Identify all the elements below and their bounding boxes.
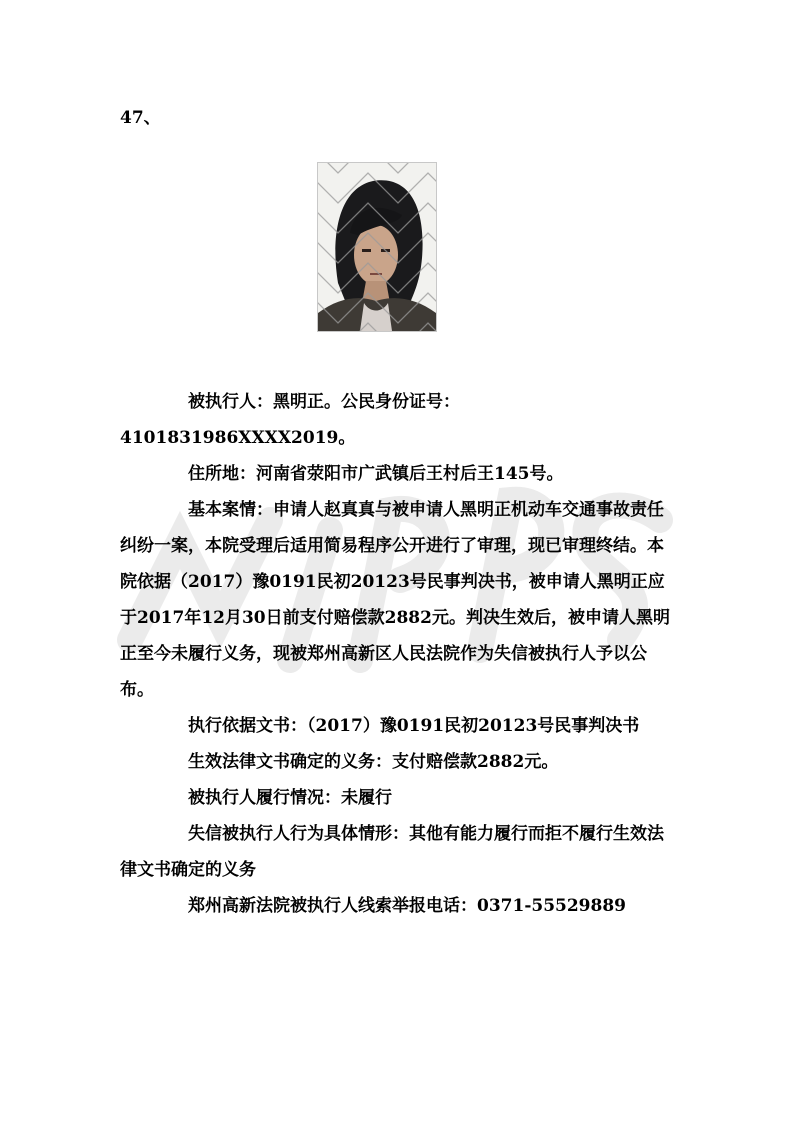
hotline-paragraph: 郑州高新法院被执行人线索举报电话：0371-55529889	[188, 896, 626, 916]
portrait-photo	[317, 162, 437, 332]
item-number: 47、	[120, 108, 161, 128]
address-paragraph: 住所地：河南省荥阳市广武镇后王村后王145号。	[188, 464, 564, 484]
notice-body	[120, 384, 680, 924]
subject-paragraph: 被执行人：黑明正。公民身份证号：4101831986XXXX2019。	[120, 392, 460, 448]
basis-paragraph: 执行依据文书：（2017）豫0191民初20123号民事判决书	[188, 716, 640, 736]
case-paragraph: 基本案情：申请人赵真真与被申请人黑明正机动车交通事故责任纠纷一案，本院受理后适用简易程序公开进行了审理，现已审理终结。本院依据（2017）豫0191民初20123号民事判决书，被申请人黑明正应于2017年12月30日前支付赔偿款2882元。判决生效后，被申请人黑明正至今未履行义务，现被郑州高新区人民法院作为失信被执行人予以公布。	[120, 500, 670, 700]
obligation-paragraph: 生效法律文书确定的义务：支付赔偿款2882元。	[188, 752, 559, 772]
circumstance-paragraph: 失信被执行人行为具体情形：其他有能力履行而拒不履行生效法律文书确定的义务	[120, 824, 664, 880]
performance-paragraph: 被执行人履行情况：未履行	[188, 788, 392, 808]
